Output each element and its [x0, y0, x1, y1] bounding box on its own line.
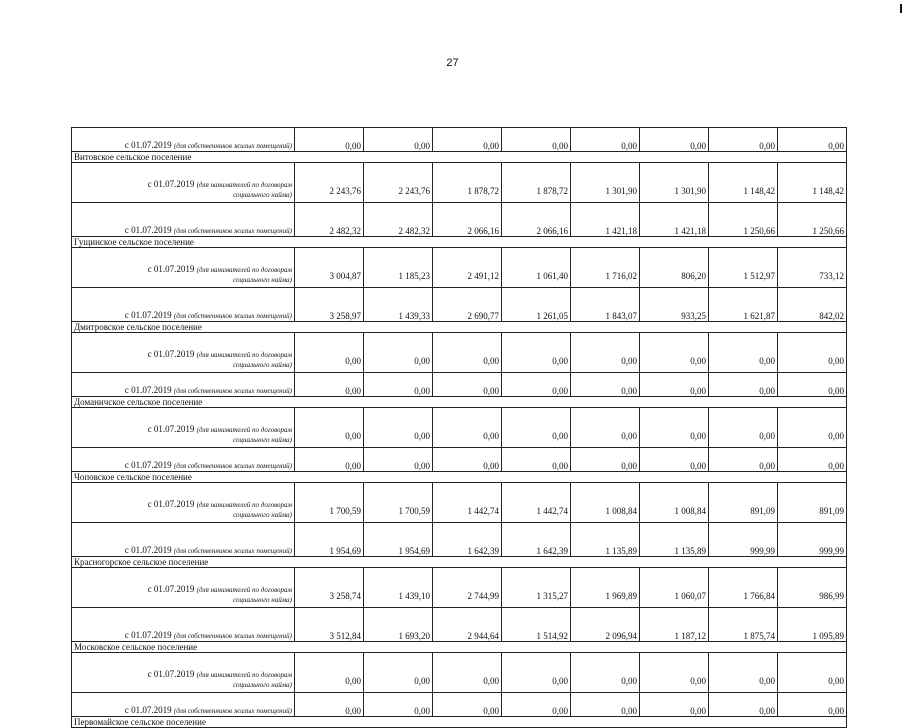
- table-row: [72, 333, 847, 373]
- scan-mark: [900, 4, 902, 13]
- tariff-value-cell: 999,99: [709, 523, 778, 557]
- row-date: с 01.07.2019: [124, 545, 172, 555]
- tariff-value-cell: 0,00: [433, 128, 502, 152]
- row-label: [72, 248, 295, 288]
- tariff-value-cell: 0,00: [571, 653, 640, 693]
- row-note-continued: социального найма): [233, 681, 292, 689]
- tariff-value-cell: 1 250,66: [709, 203, 778, 237]
- table-row: [72, 408, 847, 448]
- settlement-name: Чоповское сельское поселение: [72, 472, 847, 483]
- row-note: (для собственников жилых помещений): [173, 707, 292, 715]
- settlement-name: Первомайское сельское поселение: [72, 717, 847, 728]
- tariff-value-cell: 0,00: [640, 373, 709, 397]
- tariff-value-cell: 0,00: [295, 373, 364, 397]
- tariff-value-cell: 0,00: [433, 408, 502, 448]
- table-row: [72, 568, 847, 608]
- tariff-value-cell: 1 148,42: [709, 163, 778, 203]
- settlement-name: Витовское сельское поселение: [72, 152, 847, 163]
- tariff-value-cell: 0,00: [295, 128, 364, 152]
- tariff-value-cell: 1 008,84: [571, 483, 640, 523]
- tariff-value-cell: 0,00: [364, 333, 433, 373]
- tariff-value-cell: 0,00: [640, 653, 709, 693]
- row-date: с 01.07.2019: [147, 349, 195, 359]
- tariff-value-cell: 0,00: [364, 653, 433, 693]
- row-label: [72, 608, 295, 642]
- tariff-value-cell: 1 621,87: [709, 288, 778, 322]
- row-date: с 01.07.2019: [124, 630, 172, 640]
- row-note: (для собственников жилых помещений): [173, 632, 292, 640]
- row-date: с 01.07.2019: [147, 499, 195, 509]
- tariff-value-cell: 0,00: [295, 333, 364, 373]
- tariff-value-cell: 1 642,39: [502, 523, 571, 557]
- tariff-value-cell: 1 008,84: [640, 483, 709, 523]
- tariff-value-cell: 1 716,02: [571, 248, 640, 288]
- tariff-value-cell: 1 185,23: [364, 248, 433, 288]
- tariff-value-cell: 1 878,72: [433, 163, 502, 203]
- tariff-value-cell: 0,00: [709, 693, 778, 717]
- tariff-value-cell: 1 261,05: [502, 288, 571, 322]
- tariff-value-cell: 0,00: [709, 333, 778, 373]
- row-label: [72, 523, 295, 557]
- tariff-value-cell: 2 944,64: [433, 608, 502, 642]
- table-row: [72, 653, 847, 693]
- tariff-value-cell: 0,00: [640, 333, 709, 373]
- tariff-value-cell: 0,00: [640, 448, 709, 472]
- section-row: [72, 557, 847, 568]
- table-row: [72, 128, 847, 152]
- tariff-value-cell: 0,00: [295, 693, 364, 717]
- tariff-value-cell: 0,00: [364, 373, 433, 397]
- row-date: с 01.07.2019: [147, 584, 195, 594]
- tariff-value-cell: 1 442,74: [502, 483, 571, 523]
- tariff-value-cell: 1 095,89: [778, 608, 847, 642]
- tariff-value-cell: 1 514,92: [502, 608, 571, 642]
- row-label: [72, 288, 295, 322]
- tariff-value-cell: 842,02: [778, 288, 847, 322]
- tariff-value-cell: 1 060,07: [640, 568, 709, 608]
- tariff-value-cell: 2 066,16: [502, 203, 571, 237]
- row-date: с 01.07.2019: [124, 705, 172, 715]
- tariff-value-cell: 1 700,59: [295, 483, 364, 523]
- tariff-value-cell: 1 061,40: [502, 248, 571, 288]
- tariff-value-cell: 0,00: [433, 373, 502, 397]
- tariff-value-cell: 2 066,16: [433, 203, 502, 237]
- settlement-name: Гущинское сельское поселение: [72, 237, 847, 248]
- section-row: [72, 152, 847, 163]
- row-date: с 01.07.2019: [124, 385, 172, 395]
- tariff-value-cell: 933,25: [640, 288, 709, 322]
- tariff-value-cell: 0,00: [433, 653, 502, 693]
- tariff-value-cell: 1 315,27: [502, 568, 571, 608]
- tariff-value-cell: 1 250,66: [778, 203, 847, 237]
- tariff-value-cell: 0,00: [295, 653, 364, 693]
- tariff-value-cell: 1 439,10: [364, 568, 433, 608]
- tariff-value-cell: 0,00: [640, 128, 709, 152]
- tariff-value-cell: 3 004,87: [295, 248, 364, 288]
- tariff-value-cell: 0,00: [364, 693, 433, 717]
- tariff-value-cell: 1 187,12: [640, 608, 709, 642]
- tariff-value-cell: 0,00: [502, 408, 571, 448]
- tariff-value-cell: 1 878,72: [502, 163, 571, 203]
- table-row: [72, 288, 847, 322]
- tariff-value-cell: 0,00: [640, 693, 709, 717]
- tariff-value-cell: 2 744,99: [433, 568, 502, 608]
- tariff-value-cell: 2 243,76: [295, 163, 364, 203]
- row-note-continued: социального найма): [233, 511, 292, 519]
- tariff-value-cell: 0,00: [778, 333, 847, 373]
- tariff-value-cell: 0,00: [778, 408, 847, 448]
- tariff-value-cell: 0,00: [571, 408, 640, 448]
- row-note: (для нанимателей по договорам: [196, 426, 292, 434]
- tariff-value-cell: 1 969,89: [571, 568, 640, 608]
- tariff-value-cell: 0,00: [709, 408, 778, 448]
- tariff-value-cell: 0,00: [709, 448, 778, 472]
- tariff-value-cell: 891,09: [778, 483, 847, 523]
- tariff-table-body: [72, 128, 847, 728]
- settlement-name: Доманичское сельское поселение: [72, 397, 847, 408]
- row-note-continued: социального найма): [233, 276, 292, 284]
- row-note: (для собственников жилых помещений): [173, 387, 292, 395]
- tariff-value-cell: 0,00: [778, 693, 847, 717]
- row-note-continued: социального найма): [233, 361, 292, 369]
- row-date: с 01.07.2019: [147, 264, 195, 274]
- tariff-value-cell: 1 421,18: [640, 203, 709, 237]
- tariff-value-cell: 0,00: [295, 448, 364, 472]
- row-date: с 01.07.2019: [147, 669, 195, 679]
- section-row: [72, 642, 847, 653]
- tariff-value-cell: 0,00: [502, 333, 571, 373]
- table-row: [72, 448, 847, 472]
- tariff-value-cell: 1 843,07: [571, 288, 640, 322]
- tariff-value-cell: 3 258,74: [295, 568, 364, 608]
- row-note: (для нанимателей по договорам: [196, 181, 292, 189]
- tariff-value-cell: 0,00: [502, 653, 571, 693]
- table-row: [72, 203, 847, 237]
- settlement-name: Дмитровское сельское поселение: [72, 322, 847, 333]
- tariff-value-cell: 0,00: [364, 408, 433, 448]
- tariff-value-cell: 0,00: [640, 408, 709, 448]
- row-label: [72, 373, 295, 397]
- tariff-value-cell: 2 482,32: [364, 203, 433, 237]
- tariff-value-cell: 1 135,89: [640, 523, 709, 557]
- tariff-value-cell: 986,99: [778, 568, 847, 608]
- tariff-value-cell: 2 690,77: [433, 288, 502, 322]
- row-note-continued: социального найма): [233, 191, 292, 199]
- section-row: [72, 397, 847, 408]
- row-date: с 01.07.2019: [124, 225, 172, 235]
- tariff-value-cell: 0,00: [709, 128, 778, 152]
- tariff-value-cell: 1 301,90: [640, 163, 709, 203]
- tariff-value-cell: 733,12: [778, 248, 847, 288]
- settlement-name: Московское сельское поселение: [72, 642, 847, 653]
- table-row: [72, 483, 847, 523]
- tariff-value-cell: 1 442,74: [433, 483, 502, 523]
- row-date: с 01.07.2019: [147, 179, 195, 189]
- tariff-value-cell: 1 954,69: [295, 523, 364, 557]
- tariff-value-cell: 0,00: [502, 693, 571, 717]
- row-label: [72, 448, 295, 472]
- tariff-value-cell: 1 512,97: [709, 248, 778, 288]
- row-note: (для собственников жилых помещений): [173, 462, 292, 470]
- row-note-continued: социального найма): [233, 436, 292, 444]
- tariff-value-cell: 1 954,69: [364, 523, 433, 557]
- table-row: [72, 693, 847, 717]
- tariff-value-cell: 1 421,18: [571, 203, 640, 237]
- row-note: (для нанимателей по договорам: [196, 501, 292, 509]
- row-label: [72, 408, 295, 448]
- row-date: с 01.07.2019: [147, 424, 195, 434]
- tariff-table: [71, 127, 847, 728]
- table-row: [72, 248, 847, 288]
- row-label: [72, 203, 295, 237]
- row-label: [72, 693, 295, 717]
- tariff-value-cell: 3 258,97: [295, 288, 364, 322]
- tariff-value-cell: 2 491,12: [433, 248, 502, 288]
- section-row: [72, 717, 847, 728]
- tariff-value-cell: 1 642,39: [433, 523, 502, 557]
- tariff-value-cell: 0,00: [364, 128, 433, 152]
- table-row: [72, 608, 847, 642]
- row-note: (для собственников жилых помещений): [173, 142, 292, 150]
- row-note: (для нанимателей по договорам: [196, 586, 292, 594]
- tariff-value-cell: 1 766,84: [709, 568, 778, 608]
- tariff-value-cell: 0,00: [433, 693, 502, 717]
- section-row: [72, 472, 847, 483]
- section-row: [72, 237, 847, 248]
- tariff-value-cell: 1 148,42: [778, 163, 847, 203]
- page-number: 27: [446, 57, 459, 69]
- tariff-value-cell: 0,00: [433, 333, 502, 373]
- tariff-value-cell: 0,00: [295, 408, 364, 448]
- tariff-value-cell: 0,00: [709, 373, 778, 397]
- tariff-value-cell: 806,20: [640, 248, 709, 288]
- tariff-value-cell: 2 482,32: [295, 203, 364, 237]
- table-row: [72, 523, 847, 557]
- tariff-value-cell: 1 700,59: [364, 483, 433, 523]
- table-row: [72, 373, 847, 397]
- tariff-value-cell: 0,00: [433, 448, 502, 472]
- tariff-value-cell: 2 096,94: [571, 608, 640, 642]
- tariff-value-cell: 0,00: [709, 653, 778, 693]
- row-note: (для нанимателей по договорам: [196, 351, 292, 359]
- tariff-value-cell: 0,00: [571, 693, 640, 717]
- row-label: [72, 568, 295, 608]
- row-note: (для собственников жилых помещений): [173, 227, 292, 235]
- row-note: (для собственников жилых помещений): [173, 312, 292, 320]
- tariff-value-cell: 0,00: [571, 373, 640, 397]
- tariff-value-cell: 2 243,76: [364, 163, 433, 203]
- tariff-value-cell: 0,00: [502, 128, 571, 152]
- tariff-value-cell: 1 301,90: [571, 163, 640, 203]
- tariff-value-cell: 0,00: [778, 653, 847, 693]
- tariff-value-cell: 891,09: [709, 483, 778, 523]
- tariff-value-cell: 3 512,84: [295, 608, 364, 642]
- table-row: [72, 163, 847, 203]
- row-note: (для нанимателей по договорам: [196, 266, 292, 274]
- row-note: (для нанимателей по договорам: [196, 671, 292, 679]
- settlement-name: Красногорское сельское поселение: [72, 557, 847, 568]
- row-label: [72, 483, 295, 523]
- tariff-value-cell: 0,00: [778, 128, 847, 152]
- tariff-value-cell: 1 693,20: [364, 608, 433, 642]
- row-label: [72, 128, 295, 152]
- tariff-value-cell: 0,00: [778, 373, 847, 397]
- tariff-value-cell: 1 875,74: [709, 608, 778, 642]
- tariff-value-cell: 0,00: [502, 448, 571, 472]
- row-date: с 01.07.2019: [124, 460, 172, 470]
- tariff-value-cell: 1 439,33: [364, 288, 433, 322]
- tariff-value-cell: 0,00: [502, 373, 571, 397]
- row-note: (для собственников жилых помещений): [173, 547, 292, 555]
- tariff-value-cell: 0,00: [571, 128, 640, 152]
- tariff-value-cell: 1 135,89: [571, 523, 640, 557]
- row-date: с 01.07.2019: [124, 310, 172, 320]
- tariff-value-cell: 0,00: [364, 448, 433, 472]
- row-label: [72, 163, 295, 203]
- tariff-value-cell: 0,00: [778, 448, 847, 472]
- row-label: [72, 333, 295, 373]
- tariff-value-cell: 0,00: [571, 333, 640, 373]
- row-date: с 01.07.2019: [124, 140, 172, 150]
- row-note-continued: социального найма): [233, 596, 292, 604]
- tariff-value-cell: 999,99: [778, 523, 847, 557]
- row-label: [72, 653, 295, 693]
- tariff-value-cell: 0,00: [571, 448, 640, 472]
- section-row: [72, 322, 847, 333]
